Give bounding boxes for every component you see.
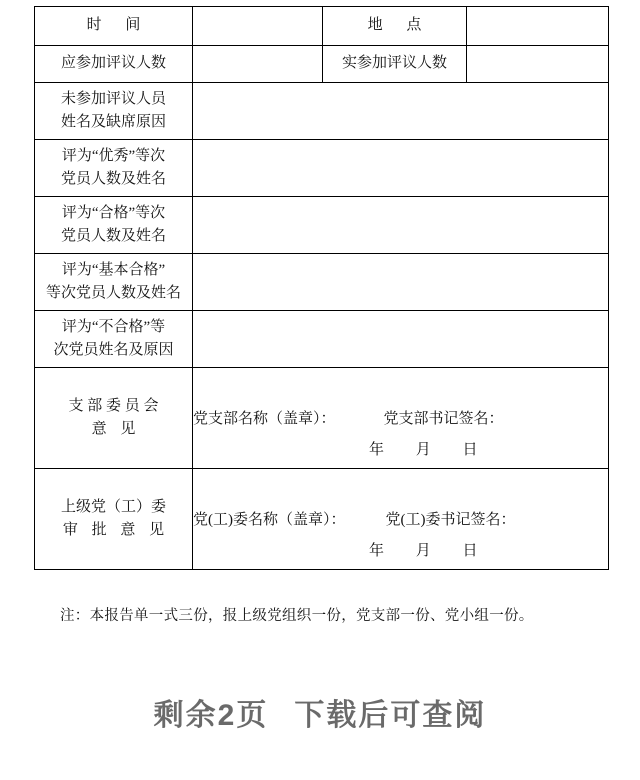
table-row (35, 254, 609, 311)
watermark-download-hint: 下载后可查阅 (294, 699, 487, 732)
branch-date-year: 年 (369, 442, 386, 458)
field-time-value[interactable] (193, 7, 323, 46)
label-unqualified-line1: 评为“不合格”等 (61, 318, 166, 335)
field-qualified-value[interactable] (193, 197, 609, 254)
table-row (35, 140, 609, 197)
label-basically-qualified-line1: 评为“基本合格” (61, 261, 166, 278)
label-basically-qualified (35, 254, 193, 311)
label-qualified-line2: 党员人数及姓名 (60, 228, 166, 244)
label-time: 时 间 (35, 7, 193, 46)
table-row (35, 46, 609, 83)
field-expected-attendance-value[interactable] (193, 46, 323, 83)
label-qualified (35, 197, 193, 254)
download-watermark (0, 690, 640, 734)
note-text: 注：本报告单一式三份，报上级党组织一份，党支部一份、党小组一份。 (60, 608, 534, 624)
field-actual-attendance-value[interactable] (467, 46, 609, 83)
branch-secretary-signature-label: 党支部书记签名： (383, 410, 504, 427)
branch-date-line (193, 439, 608, 462)
field-unqualified-value[interactable] (193, 311, 609, 368)
table-row (35, 7, 609, 46)
label-basically-qualified-line2: 等次党员人数及姓名 (45, 285, 181, 301)
field-place-value[interactable] (467, 7, 609, 46)
label-absentees-line1: 未参加评议人员 (60, 90, 166, 107)
evaluation-report-form (34, 6, 608, 570)
label-superior-approval-line2: 审 批 意 见 (62, 522, 170, 538)
label-expected-attendance: 应参加评议人数 (35, 46, 193, 83)
branch-date-month: 月 (415, 442, 432, 458)
form-note (34, 604, 614, 625)
label-unqualified (35, 311, 193, 368)
label-superior-approval-line1: 上级党（工）委 (60, 498, 166, 515)
superior-date-day: 日 (462, 543, 479, 559)
table-row (35, 368, 609, 469)
field-superior-approval[interactable] (193, 469, 609, 570)
label-absentees (35, 83, 193, 140)
branch-signature-row (193, 408, 608, 431)
label-branch-committee-opinion (35, 368, 193, 469)
label-branch-committee-opinion-line1: 支 部 委 员 会 (68, 397, 159, 414)
field-basically-qualified-value[interactable] (193, 254, 609, 311)
label-superior-approval (35, 469, 193, 570)
field-excellent-value[interactable] (193, 140, 609, 197)
label-excellent-line1: 评为“优秀”等次 (61, 147, 166, 164)
label-qualified-line1: 评为“合格”等次 (61, 204, 166, 221)
table-row (35, 83, 609, 140)
label-excellent-line2: 党员人数及姓名 (60, 171, 166, 187)
label-absentees-line2: 姓名及缺席原因 (60, 114, 166, 130)
table-row (35, 197, 609, 254)
table-row (35, 469, 609, 570)
superior-date-month: 月 (415, 543, 432, 559)
branch-seal-label: 党支部名称（盖章）： (193, 410, 336, 427)
superior-secretary-signature-label: 党(工)委书记签名： (385, 511, 516, 528)
field-branch-committee-opinion[interactable] (193, 368, 609, 469)
form-table (34, 6, 609, 570)
superior-seal-label: 党(工)委名称（盖章）： (193, 511, 346, 528)
label-branch-committee-opinion-line2: 意 见 (91, 421, 141, 437)
label-actual-attendance: 实参加评议人数 (323, 46, 467, 83)
field-absentees-value[interactable] (193, 83, 609, 140)
label-unqualified-line2: 次党员姓名及原因 (53, 342, 174, 358)
branch-date-day: 日 (462, 442, 479, 458)
superior-date-line (193, 540, 608, 563)
watermark-remaining-pages: 剩余2页 (153, 699, 269, 732)
superior-signature-row (193, 509, 608, 532)
label-place: 地 点 (323, 7, 467, 46)
table-row (35, 311, 609, 368)
label-excellent (35, 140, 193, 197)
superior-date-year: 年 (369, 543, 386, 559)
